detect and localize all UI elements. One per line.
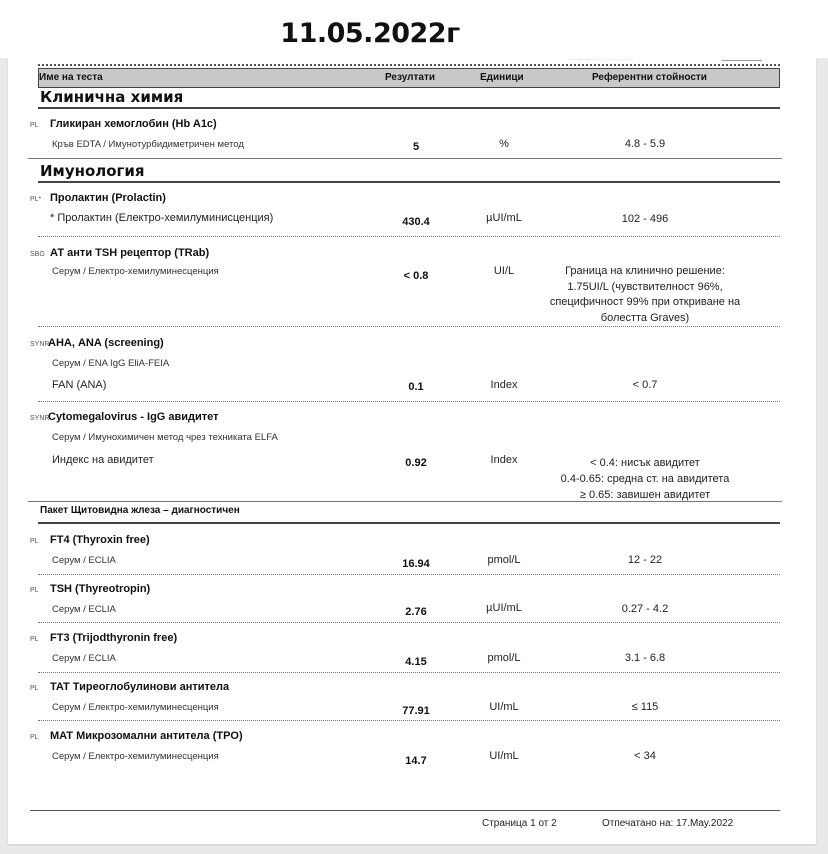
reference-line: болестта Graves) [600, 311, 690, 324]
reference-line: специфичност 99% при откриване на [549, 296, 741, 308]
test-unit: pmol/L [487, 554, 521, 566]
reference-line: < 0.4: нисък авидитет [590, 457, 700, 469]
test-unit: UI/L [493, 265, 515, 277]
test-unit: % [499, 138, 509, 150]
test-result: 0.92 [405, 457, 427, 469]
test-name: АТ анти TSH рецептор (TRab) [50, 247, 210, 259]
test-result: 2.76 [405, 606, 427, 618]
section-rule [38, 181, 780, 183]
row-dotted-rule [38, 401, 780, 402]
test-result: < 0.8 [403, 270, 429, 282]
test-method: Кръв EDTA / Имунотурбидиметричен метод [52, 139, 244, 150]
test-result: 14.7 [405, 755, 427, 767]
lab-prefix: PL [30, 587, 39, 594]
date-title: 11.05.2022г [280, 18, 460, 49]
test-name: TSH (Thyreotropin) [50, 583, 151, 595]
row-rule [28, 158, 782, 159]
test-unit: Index [490, 379, 518, 391]
test-result: 16.94 [402, 558, 430, 570]
test-method: Серум / Електро-хемилуминесценция [52, 702, 219, 713]
test-reference [530, 455, 760, 503]
header-units: Единици [480, 72, 524, 83]
faint-header-meta: ············ ··········· ·· ··· [568, 57, 635, 63]
lab-prefix: PL [30, 122, 39, 129]
test-unit: µUI/mL [486, 602, 522, 614]
test-unit: UI/mL [489, 750, 519, 762]
row-dotted-rule [38, 720, 780, 721]
test-result: 430.4 [402, 216, 430, 228]
test-name: АНА, ANA (screening) [48, 337, 164, 349]
test-method: Серум / ENA IgG EliA-FEIA [52, 358, 170, 369]
test-method: Серум / ECLIA [52, 653, 116, 664]
test-parameter: FAN (ANA) [52, 379, 107, 391]
table-header [38, 68, 780, 88]
test-parameter: Индекс на авидитет [52, 454, 154, 466]
test-reference: 0.27 - 4.2 [621, 603, 669, 615]
test-result: 0.1 [408, 381, 424, 393]
footer-printed-date: Отпечатано на: 17.May.2022 [602, 818, 734, 829]
test-result: 5 [412, 141, 420, 153]
test-reference: 102 - 496 [621, 213, 669, 225]
section-immunology: Имунология [40, 162, 145, 180]
test-method: Серум / ECLIA [52, 604, 116, 615]
test-name: Cytomegalovirus - IgG авидитет [48, 411, 219, 423]
row-dotted-rule [38, 672, 780, 673]
reference-line: 0.4-0.65: средна ст. на авидитета [560, 473, 730, 485]
test-method: Серум / Имунохимичен метод чрез техниката ELFA [52, 432, 278, 443]
test-reference: ≤ 115 [631, 701, 659, 713]
section-clinical-chemistry: Клинична химия [40, 88, 184, 106]
footer-rule [30, 810, 780, 811]
test-method: Серум / Електро-хемилуминесценция [52, 751, 219, 762]
row-dotted-rule [38, 574, 780, 575]
row-dotted-rule [38, 622, 780, 623]
test-unit: µUI/mL [486, 212, 522, 224]
row-dotted-rule [38, 326, 780, 327]
section-thyroid-package: Пакет Щитовидна жлеза – диагностичен [40, 505, 240, 516]
lab-prefix: PL [30, 538, 39, 545]
lab-prefix: SBG [30, 251, 45, 258]
footer-page-number: Страница 1 от 2 [482, 818, 557, 829]
header-reference: Референтни стойности [592, 72, 707, 83]
test-unit: Index [490, 454, 518, 466]
test-result: 77.91 [402, 705, 430, 717]
test-reference [530, 264, 760, 326]
test-reference: 12 - 22 [627, 554, 663, 566]
test-method: Серум / Електро-хемилуминесценция [52, 266, 219, 277]
header-results: Резултати [385, 72, 435, 83]
test-unit: UI/mL [489, 701, 519, 713]
lab-prefix: SYNR [30, 341, 50, 348]
test-name: FT4 (Thyroxin free) [50, 534, 150, 546]
header-test-name: Име на теста [39, 72, 103, 83]
reference-line: 1.75UI/L (чувствителност 96%, [567, 280, 723, 293]
test-name: Гликиран хемоглобин (Hb A1c) [50, 118, 217, 130]
test-unit: pmol/L [487, 652, 521, 664]
test-name: FT3 (Trijodthyronin free) [50, 632, 178, 644]
test-name: MAT Микрозомални антитела (TPO) [50, 730, 243, 742]
lab-prefix: PL [30, 636, 39, 643]
lab-prefix: PL [30, 734, 39, 741]
lab-prefix: PL [30, 685, 39, 692]
lab-prefix: PL* [30, 196, 42, 203]
test-method: * Пролактин (Електро-хемилуминисценция) [50, 212, 274, 224]
lab-prefix: SYNR [30, 415, 50, 422]
row-rule [28, 501, 782, 502]
reference-line: Граница на клинично решение: [565, 265, 725, 277]
test-reference: 4.8 - 5.9 [624, 138, 666, 150]
reference-line: ≥ 0.65: завишен авидитет [579, 489, 711, 501]
test-result: 4.15 [405, 656, 427, 668]
test-method: Серум / ECLIA [52, 555, 116, 566]
test-reference: 3.1 - 6.8 [624, 652, 666, 664]
section-rule [38, 522, 780, 524]
test-reference: < 34 [634, 750, 656, 762]
test-name: Пролактин (Prolactin) [50, 192, 166, 204]
section-rule [38, 107, 780, 109]
faint-header-line [722, 60, 762, 61]
test-reference: < 0.7 [632, 379, 658, 391]
header-dotted-rule [38, 64, 780, 66]
row-dotted-rule [38, 236, 780, 237]
test-name: TAT Тиреоглобулинови антитела [50, 681, 230, 693]
